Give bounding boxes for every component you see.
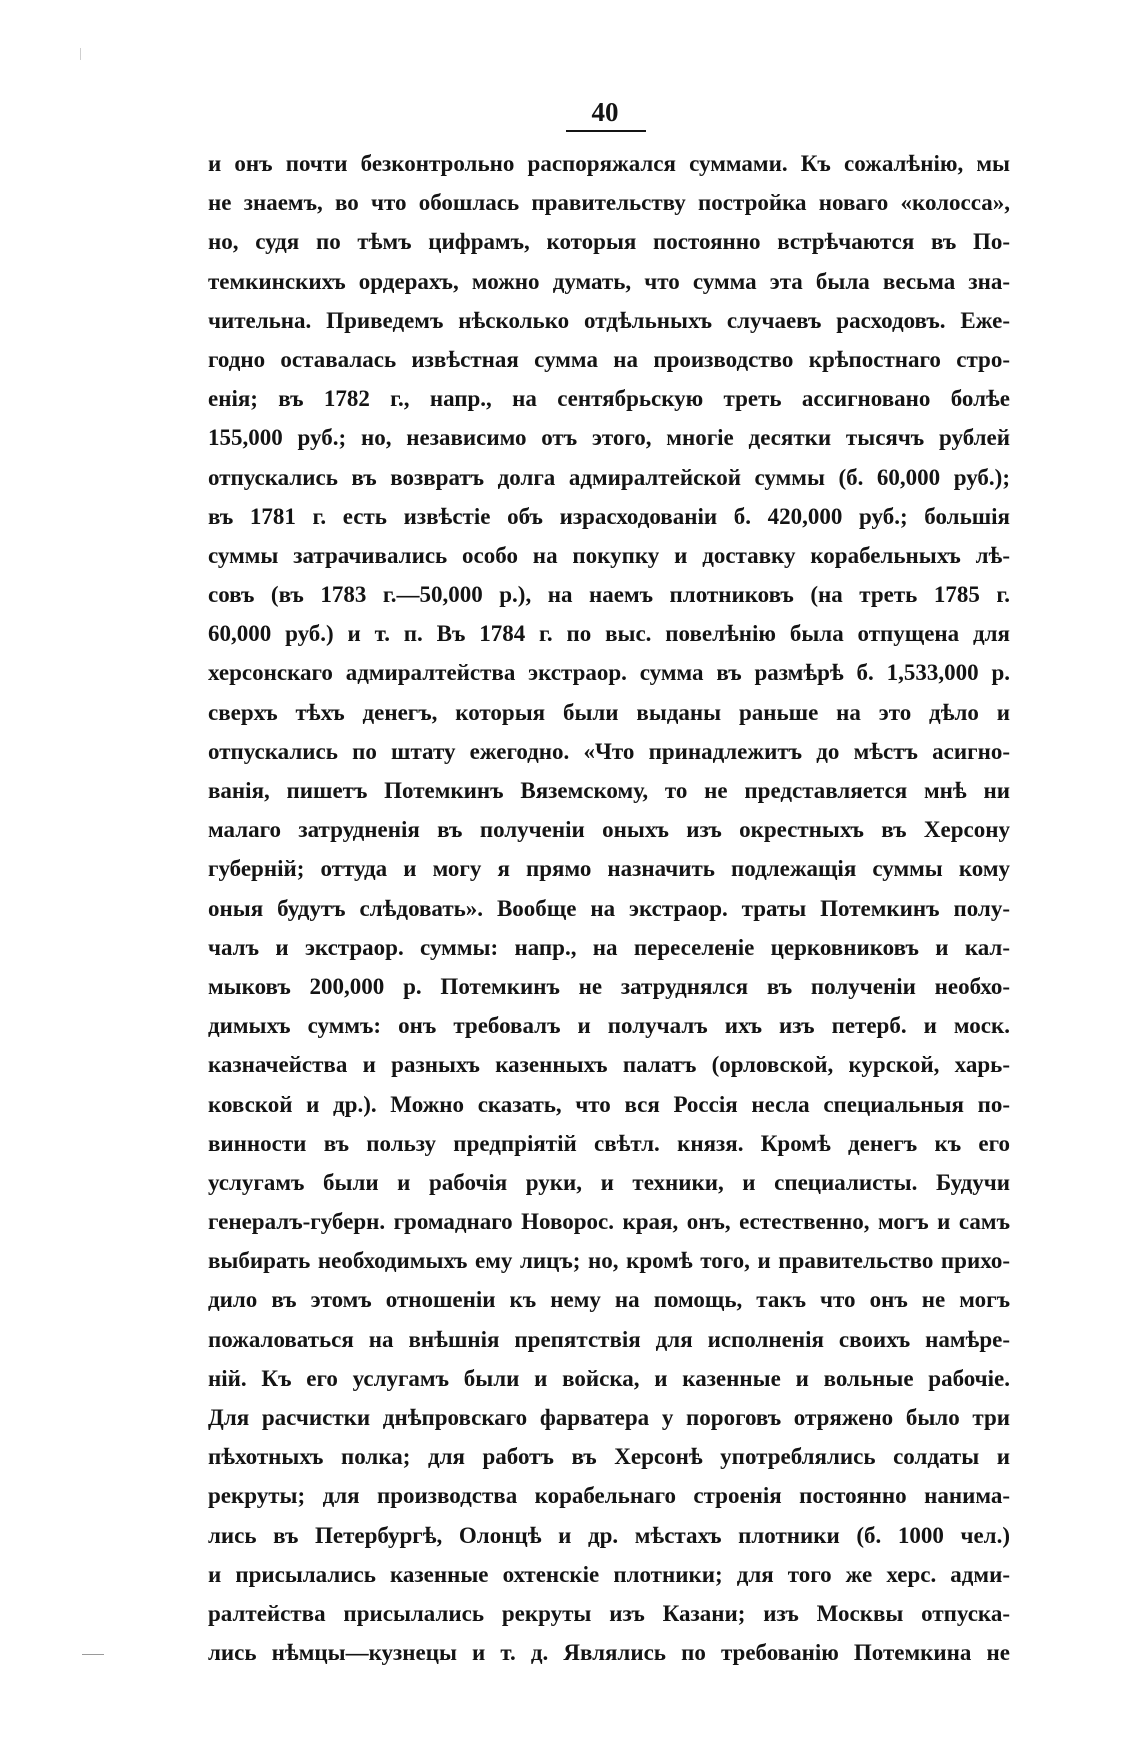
text-line: отпускались въ возвратъ долга адмиралтейской суммы (б. 60,000 руб.); <box>208 464 1010 490</box>
text-line: винности въ пользу предпріятій свѣтл. князя. Кромѣ денегъ къ его <box>208 1130 1010 1156</box>
text-line: малаго затрудненія въ полученіи оныхъ изъ окрестныхъ въ Херсону <box>208 817 1010 843</box>
text-line: генералъ-губерн. громаднаго Новорос. края, онъ, естественно, могъ и самъ <box>208 1209 1010 1235</box>
text-line: темкинскихъ ордерахъ, можно думать, что сумма эта была весьма зна- <box>208 268 1010 294</box>
text-line: годно оставалась извѣстная сумма на производство крѣпостнаго стро- <box>208 346 1010 372</box>
text-line: совъ (въ 1783 г.—50,000 р.), на наемъ плотниковъ (на треть 1785 г. <box>208 582 1010 608</box>
text-line: лись нѣмцы—кузнецы и т. д. Являлись по требованію Потемкина не <box>208 1640 1010 1666</box>
text-line: пѣхотныхъ полка; для работъ въ Херсонѣ употреблялись солдаты и <box>208 1444 1010 1470</box>
text-line: суммы затрачивались особо на покупку и доставку корабельныхъ лѣ- <box>208 542 1010 568</box>
text-line: оныя будутъ слѣдовать». Вообще на экстраор. траты Потемкинъ полу- <box>208 895 1010 921</box>
text-line: и онъ почти безконтрольно распоряжался суммами. Къ сожалѣнію, мы <box>208 151 1010 176</box>
text-line: мыковъ 200,000 р. Потемкинъ не затруднялся въ полученіи необхо- <box>208 973 1010 999</box>
text-line: чительна. Приведемъ нѣсколько отдѣльныхъ случаевъ расходовъ. Еже- <box>208 307 1010 333</box>
scan-artifact-tick <box>80 48 81 60</box>
text-line: лись въ Петербургѣ, Олонцѣ и др. мѣстахъ плотники (б. 1000 чел.) <box>208 1522 1010 1548</box>
text-line: и присылались казенные охтенскіе плотники; для того же херс. адми- <box>208 1561 1010 1587</box>
margin-dash-mark <box>82 1654 104 1655</box>
text-line: услугамъ были и рабочія руки, и техники, и специалисты. Будучи <box>208 1169 1010 1195</box>
text-line: дило въ этомъ отношеніи къ нему на помощь, такъ что онъ не могъ <box>208 1287 1010 1313</box>
text-line: не знаемъ, во что обошлась правительству постройка новаго «колосса», <box>208 190 1010 216</box>
text-line: выбирать необходимыхъ ему лицъ; но, кромѣ того, и правительство прихо- <box>208 1248 1010 1274</box>
text-line: казначейства и разныхъ казенныхъ палатъ (орловской, курской, харь- <box>208 1052 1010 1078</box>
text-line: чалъ и экстраор. суммы: напр., на переселеніе церковниковъ и кал- <box>208 934 1010 960</box>
text-line: 155,000 руб.; но, независимо отъ этого, многіе десятки тысячъ рублей <box>208 425 1010 451</box>
page-number-underline <box>566 130 646 132</box>
text-line: но, судя по тѣмъ цифрамъ, которыя постоянно встрѣчаются въ По- <box>208 229 1010 255</box>
text-line: димыхъ суммъ: онъ требовалъ и получалъ ихъ изъ петерб. и моск. <box>208 1013 1010 1039</box>
text-line: 60,000 руб.) и т. п. Въ 1784 г. по выс. повелѣнію была отпущена для <box>208 621 1010 647</box>
text-line: ванія, пишетъ Потемкинъ Вяземскому, то не представляется мнѣ ни <box>208 778 1010 803</box>
text-line: въ 1781 г. есть извѣстіе объ израсходованіи б. 420,000 руб.; большія <box>208 503 1010 529</box>
text-line: Для расчистки днѣпровскаго фарватера у пороговъ отряжено было три <box>208 1405 1010 1430</box>
text-line: ралтейства присылались рекруты изъ Казани; изъ Москвы отпуска- <box>208 1600 1010 1626</box>
text-line: пожаловаться на внѣшнія препятствія для исполненія своихъ намѣре- <box>208 1326 1010 1352</box>
text-line: отпускались по штату ежегодно. «Что принадлежитъ до мѣстъ асигно- <box>208 738 1010 764</box>
text-line: сверхъ тѣхъ денегъ, которыя были выданы раньше на это дѣло и <box>208 699 1010 725</box>
text-line: енія; въ 1782 г., напр., на сентябрьскую треть ассигновано болѣе <box>208 386 1010 412</box>
text-line: губерній; оттуда и могу я прямо назначить подлежащія суммы кому <box>208 856 1010 882</box>
text-line: рекруты; для производства корабельнаго строенія постоянно нанима- <box>208 1483 1010 1509</box>
text-line: херсонскаго адмиралтейства экстраор. сумма въ размѣрѣ б. 1,533,000 р. <box>208 660 1010 686</box>
text-line: ковской и др.). Можно сказать, что вся Россія несла специальныя по- <box>208 1091 1010 1117</box>
page-number: 40 <box>591 97 619 127</box>
text-line: ній. Къ его услугамъ были и войска, и казенные и вольные рабочіе. <box>208 1365 1010 1391</box>
body-text <box>208 144 1010 1672</box>
